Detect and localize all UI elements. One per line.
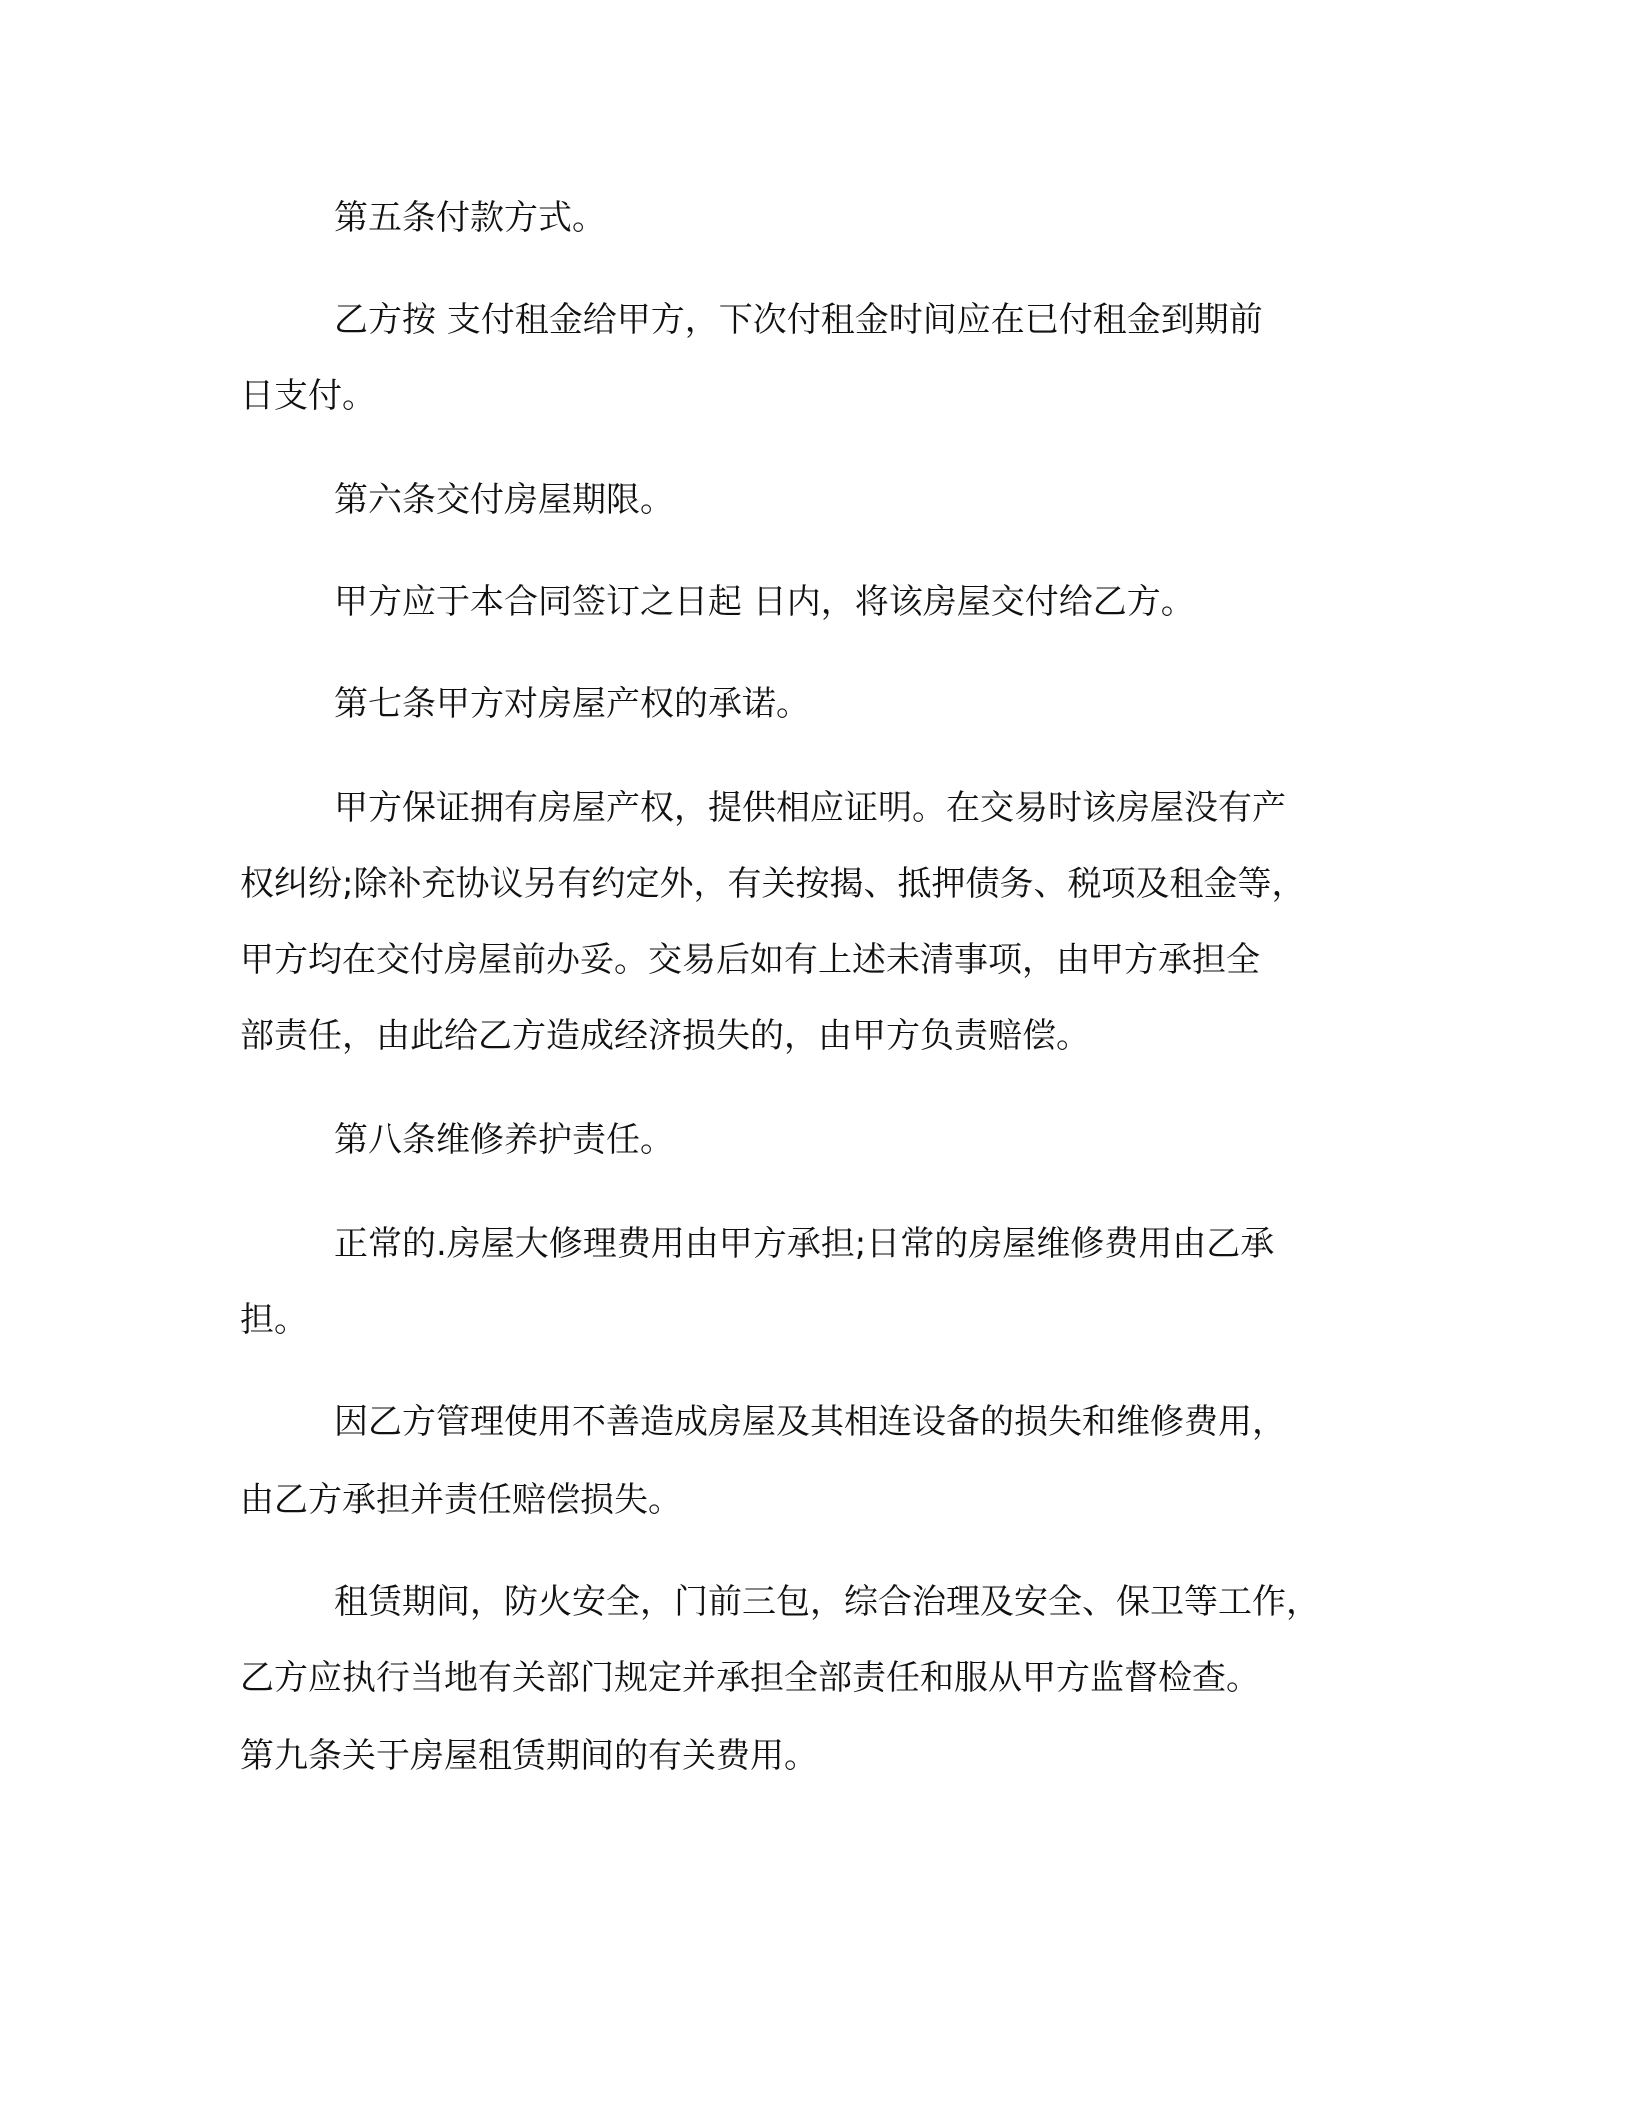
- article-9-heading: 第九条关于房屋租赁期间的有关费用。: [240, 1736, 818, 1776]
- article-7-heading: 第七条甲方对房屋产权的承诺。: [334, 684, 810, 724]
- article-8-para-2-line-1: 因乙方管理使用不善造成房屋及其相连设备的损失和维修费用，: [334, 1402, 1286, 1442]
- article-6-heading: 第六条交付房屋期限。: [334, 480, 674, 520]
- article-5-heading: 第五条付款方式。: [334, 198, 606, 238]
- article-8-para-3-line-1: 租赁期间，防火安全，门前三包，综合治理及安全、保卫等工作，: [334, 1582, 1320, 1622]
- article-8-para-3-line-2: 乙方应执行当地有关部门规定并承担全部责任和服从甲方监督检查。: [240, 1658, 1260, 1698]
- article-8-text-line-2: 担。: [240, 1300, 308, 1340]
- article-7-text-line-3: 甲方均在交付房屋前办妥。交易后如有上述未清事项，由甲方承担全: [240, 940, 1260, 980]
- article-8-heading: 第八条维修养护责任。: [334, 1120, 674, 1160]
- article-8-para-2-line-2: 由乙方承担并责任赔偿损失。: [240, 1480, 682, 1520]
- article-8-text-line-1: 正常的.房屋大修理费用由甲方承担;日常的房屋维修费用由乙承: [334, 1224, 1275, 1264]
- article-7-text-line-4: 部责任，由此给乙方造成经济损失的，由甲方负责赔偿。: [240, 1016, 1090, 1056]
- article-5-text-line-1: 乙方按 支付租金给甲方，下次付租金时间应在已付租金到期前: [334, 300, 1263, 340]
- article-7-text-line-1: 甲方保证拥有房屋产权，提供相应证明。在交易时该房屋没有产: [334, 788, 1286, 828]
- article-7-text-line-2: 权纠纷;除补充协议另有约定外，有关按揭、抵押债务、税项及租金等，: [240, 864, 1306, 904]
- article-6-text-line-1: 甲方应于本合同签订之日起 日内，将该房屋交付给乙方。: [334, 582, 1195, 622]
- article-5-text-line-2: 日支付。: [240, 376, 376, 416]
